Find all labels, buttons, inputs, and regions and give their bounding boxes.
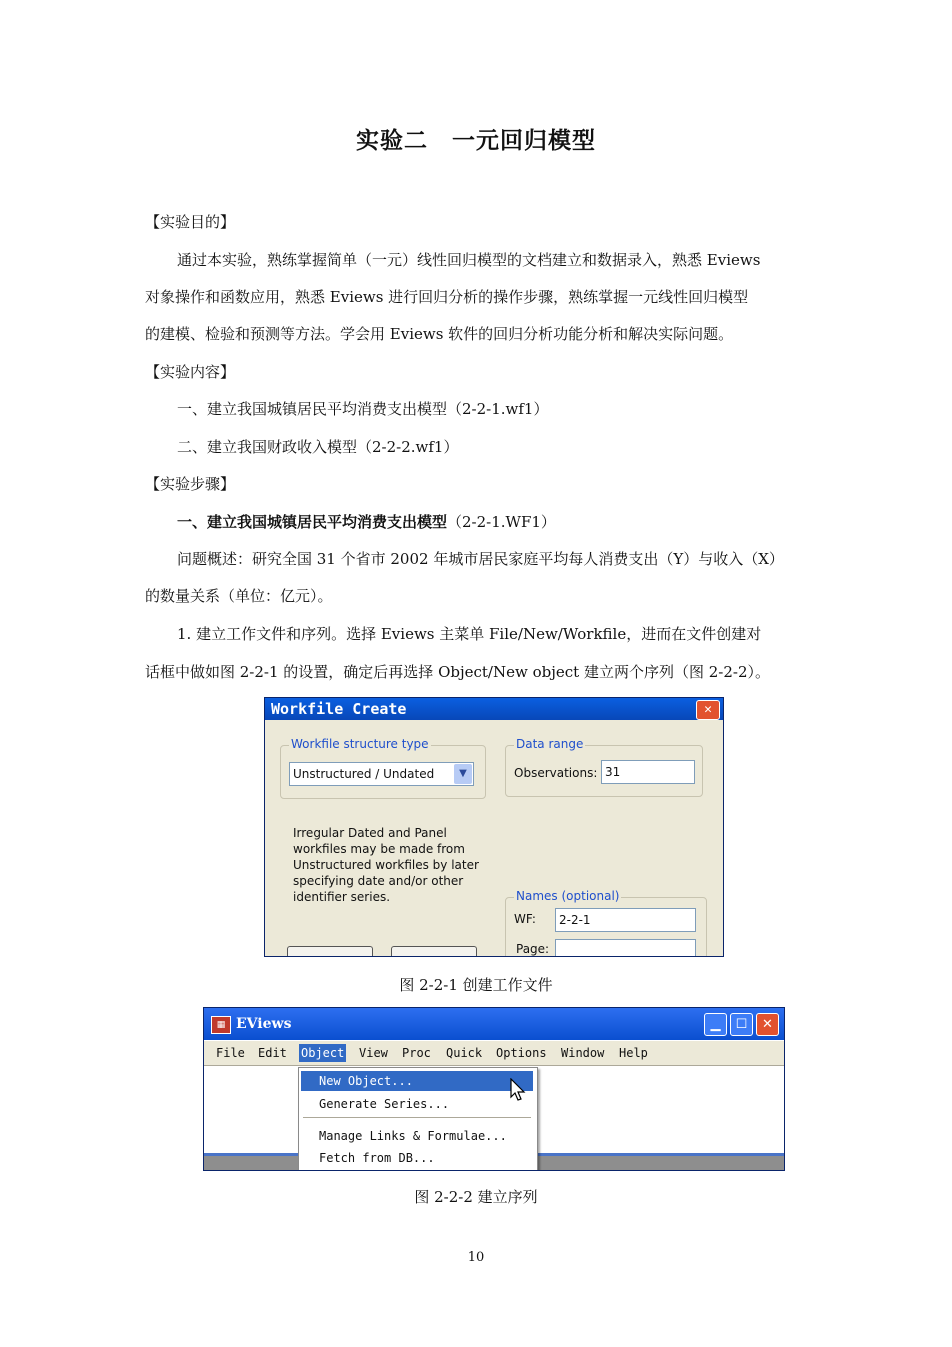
page-title: 实验二 一元回归模型	[356, 128, 596, 154]
close-icon[interactable]: ✕	[696, 700, 720, 720]
step1-heading-rest: （2-2-1.WF1）	[447, 513, 556, 531]
structure-select[interactable]	[289, 762, 474, 786]
step1-heading-bold: 一、建立我国城镇居民平均消费支出模型	[177, 513, 448, 531]
purpose-line-2: 对象操作和函数应用，熟悉 Eviews 进行回归分析的操作步骤，熟练掌握一元线性回归模型	[145, 288, 749, 306]
problem-line-1: 问题概述：研究全国 31 个省市 2002 年城市居民家庭平均每人消费支出（Y）与收入（X）	[177, 550, 784, 568]
mouse-cursor-icon	[510, 1078, 526, 1102]
maximize-icon[interactable]: ☐	[730, 1013, 753, 1036]
menu-options[interactable]: Options	[496, 1046, 547, 1060]
eviews-menubar	[204, 1041, 784, 1066]
eviews-title: EViews	[236, 1016, 292, 1032]
menu-help[interactable]: Help	[619, 1046, 648, 1060]
menu-proc[interactable]: Proc	[402, 1046, 431, 1060]
menu-item-generate-series[interactable]: Generate Series...	[319, 1097, 450, 1111]
observations-input[interactable]: 31	[601, 760, 695, 784]
page-number: 10	[467, 1250, 485, 1265]
eviews-logo-icon: ▦	[211, 1016, 231, 1034]
wf-name-input[interactable]: 2-2-1	[555, 908, 696, 932]
dialog-titlebar	[265, 698, 723, 720]
eviews-titlebar	[204, 1008, 784, 1040]
irregular-note: Irregular Dated and Panel workfiles may be made from Unstructured workfiles by later specifying date and/or other identifier series.	[293, 826, 479, 904]
range-label: Data range	[516, 737, 584, 751]
close-window-icon[interactable]: ✕	[756, 1013, 779, 1036]
page-label: Page:	[516, 942, 550, 956]
step-line-2: 话框中做如图 2-2-1 的设置，确定后再选择 Object/New object 建立两个序列（图 2-2-2）。	[145, 663, 770, 681]
purpose-line-1: 通过本实验，熟练掌握简单（一元）线性回归模型的文档建立和数据录入，熟悉 Eviews	[177, 251, 761, 269]
menu-window[interactable]: Window	[561, 1046, 605, 1060]
menu-object[interactable]: Object	[301, 1046, 345, 1060]
steps-heading: 【实验步骤】	[145, 475, 236, 493]
chevron-down-icon[interactable]: ▼	[454, 764, 472, 784]
eviews-window	[203, 1007, 785, 1171]
content-heading: 【实验内容】	[145, 363, 236, 381]
structure-label: Workfile structure type	[291, 737, 429, 751]
figure-caption-1: 图 2-2-1 创建工作文件	[399, 976, 553, 994]
workfile-create-dialog	[264, 697, 724, 957]
wf-label: WF:	[514, 912, 536, 926]
problem-line-2: 的数量关系（单位：亿元）。	[145, 587, 333, 605]
cancel-button[interactable]	[391, 946, 477, 957]
menu-item-fetch-from-db[interactable]: Fetch from DB...	[319, 1151, 435, 1165]
menu-separator	[303, 1117, 531, 1118]
names-label: Names (optional)	[516, 889, 620, 903]
ok-button[interactable]	[287, 946, 373, 957]
purpose-line-3: 的建模、检验和预测等方法。学会用 Eviews 软件的回归分析功能分析和解决实际问题。	[145, 325, 734, 343]
structure-value: Unstructured / Undated	[293, 767, 435, 781]
step-line-1: 1. 建立工作文件和序列。选择 Eviews 主菜单 File/New/Workfile，进而在文件创建对	[177, 625, 762, 643]
dialog-title: Workfile Create	[271, 700, 407, 718]
observations-label: Observations:	[514, 766, 598, 780]
menu-item-manage-links[interactable]: Manage Links & Formulae...	[319, 1129, 507, 1143]
menu-file[interactable]: File	[216, 1046, 245, 1060]
menu-edit[interactable]: Edit	[258, 1046, 287, 1060]
object-menu-dropdown	[298, 1067, 538, 1171]
page-name-input[interactable]	[555, 939, 696, 957]
step1-heading	[145, 512, 847, 532]
minimize-icon[interactable]: ▁	[704, 1013, 727, 1036]
menu-quick[interactable]: Quick	[446, 1046, 483, 1060]
content-line-1: 一、建立我国城镇居民平均消费支出模型（2-2-1.wf1）	[177, 400, 549, 418]
purpose-heading: 【实验目的】	[145, 213, 236, 231]
menu-item-new-object[interactable]: New Object...	[301, 1071, 533, 1091]
figure-caption-2: 图 2-2-2 建立序列	[414, 1188, 538, 1206]
menu-view[interactable]: View	[359, 1046, 388, 1060]
content-line-2: 二、建立我国财政收入模型（2-2-2.wf1）	[177, 438, 459, 456]
